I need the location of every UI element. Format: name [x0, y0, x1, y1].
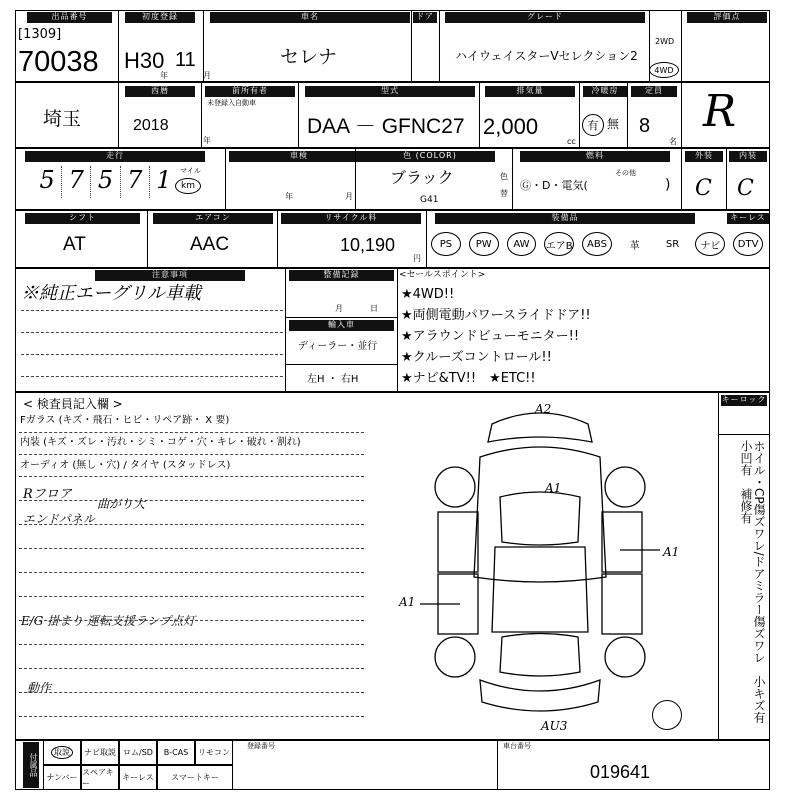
rating-score: R: [703, 86, 737, 137]
damage-a1-left: A1: [399, 595, 416, 609]
month-char: 月: [203, 71, 211, 80]
spare-tire-circle: [652, 700, 682, 730]
windshield-part: [500, 492, 580, 545]
recycle-fee: 10,190: [340, 235, 396, 255]
color-code: G41: [420, 195, 439, 205]
equipment-row: [427, 228, 767, 262]
import-header: 輸入車: [289, 320, 394, 331]
ac-no: 無: [607, 117, 620, 131]
sales-points: [401, 284, 721, 389]
lot-no-header: 出品番号: [27, 12, 112, 23]
exterior-score: C: [695, 176, 712, 201]
inspector-line: Fガラス (キズ・飛石・ヒビ・リペア跡・ X 要): [20, 415, 230, 426]
model-year-unit: 年: [203, 136, 211, 145]
wheel-rear-right: [605, 637, 645, 677]
drive-4wd-circled: 4WD: [649, 62, 679, 78]
vehicle-number: 019641: [590, 762, 651, 782]
seats: 8: [639, 115, 651, 137]
mileage-digit: 5: [33, 166, 62, 198]
drive-2wd: 2WD: [655, 37, 675, 46]
shift-header: シフト: [25, 213, 140, 224]
hand-note: エンドパネル: [23, 512, 95, 526]
equipment-item: ABS: [582, 232, 612, 256]
hand-note: E/G 掛まり 運転支援ランプ点灯: [21, 614, 196, 628]
model-code: DAA － GFNC27: [307, 115, 465, 138]
rating-header: 評価点: [687, 12, 767, 23]
equipment-item: SR: [665, 238, 680, 250]
prev-owner-header: 前所有者: [205, 86, 295, 97]
cc-unit: cc: [567, 137, 576, 146]
model-year: 2018: [133, 117, 169, 134]
equipment-item: エアB: [544, 232, 574, 256]
sales-point: ★4WD!!: [401, 287, 455, 302]
displacement-header: 排気量: [485, 86, 575, 97]
inspector-line: オーディオ (無し・穴) / タイヤ (スタッドレス): [20, 460, 231, 471]
keyless-header: キーレス: [727, 213, 769, 224]
prev-month: 月: [335, 304, 343, 313]
part-item: ナンバー: [43, 765, 81, 790]
seats-header: 定員: [631, 86, 677, 97]
left-front-door: [438, 512, 478, 572]
wheel-front-left: [435, 467, 475, 507]
reg-era: H30: [124, 48, 165, 73]
aircon-header: エアコン: [153, 213, 273, 224]
interior-header: 内装: [729, 151, 767, 162]
notes-handwritten: ※純正エーグリル車載: [21, 283, 201, 304]
hand-note: 曲がり大: [97, 497, 146, 511]
handle-side: 左H ・ 右H: [307, 374, 359, 385]
inspector-line: 内装 (キズ・ズレ・汚れ・シミ・コゲ・穴・キレ・破れ・割れ): [20, 437, 301, 448]
inspection-header: 車検: [229, 151, 369, 162]
fuel-options: Ⓖ・D・電気(: [520, 179, 588, 192]
reg-month: 11: [175, 49, 196, 71]
sales-header: <セールスポイント>: [399, 270, 486, 280]
lot-code: [1309]: [18, 27, 62, 42]
damage-au3: AU3: [541, 719, 568, 733]
wheel-rear-left: [435, 637, 475, 677]
yen-unit: 円: [413, 254, 421, 263]
equipment-item: AW: [507, 232, 537, 256]
equipment-item: 革: [629, 240, 640, 252]
fuel-header: 燃料: [520, 151, 670, 162]
car-name: セレナ: [280, 46, 338, 68]
part-item: スマートキー: [157, 765, 233, 790]
body-color: ブラック: [390, 168, 454, 187]
color-header: 色 (COLOR): [365, 151, 495, 162]
inspection-month: 月: [345, 192, 353, 201]
sales-point: ★クルーズコントロール!!: [401, 350, 552, 365]
lot-number: 70038: [18, 46, 99, 78]
fuel-close: ): [665, 177, 671, 193]
rear-window-part: [500, 634, 580, 677]
region: 埼玉: [43, 108, 82, 130]
car-damage-diagram: [420, 402, 660, 732]
exterior-header: 外装: [685, 151, 723, 162]
car-name-header: 車名: [210, 12, 410, 23]
right-front-door: [602, 512, 642, 572]
km-circled: km: [175, 178, 201, 194]
mileage-digit: 5: [91, 166, 120, 198]
mileage-digits: [33, 166, 178, 198]
notes-header: 注意事項: [95, 270, 245, 281]
sales-point: ★ナビ&TV!! ★ETC!!: [401, 371, 536, 386]
parts-grid: [43, 740, 233, 790]
damage-a2: A2: [535, 402, 552, 416]
auction-sheet: [15, 10, 770, 790]
damage-a1-roof: A1: [545, 481, 562, 495]
sales-point: ★アラウンドビューモニター!!: [401, 329, 580, 344]
doors-header: ドア: [413, 12, 437, 23]
year-char: 年: [160, 71, 168, 80]
wheel-front-right: [605, 467, 645, 507]
aircon: AAC: [190, 234, 230, 255]
model-year-header: 西暦: [125, 86, 195, 97]
inspection-year: 年: [285, 192, 293, 201]
reg-no-label: 登録番号: [247, 742, 275, 750]
equipment-header: 装備品: [435, 213, 695, 224]
equipment-item: DTV: [733, 232, 763, 256]
seat-unit: 名: [669, 137, 677, 146]
color-change-label-1: 色: [500, 172, 508, 181]
part-item: 取説: [51, 746, 73, 759]
recycle-header: リサイクル料: [281, 213, 421, 224]
fuel-other: その他: [615, 169, 636, 177]
inspector-header: < 検査員記入欄 >: [23, 397, 123, 411]
part-item: キーレス: [119, 765, 157, 790]
model-header: 型式: [305, 86, 475, 97]
keylock-header: キーロック: [721, 395, 767, 404]
grade: ハイウェイスターVセレクション2: [455, 49, 638, 63]
dealer-parallel: ディーラー・並行: [298, 341, 378, 352]
ac-yes-circled: 有: [582, 114, 604, 136]
color-change-label-2: 替: [500, 189, 508, 198]
equipment-item: ナビ: [695, 232, 725, 256]
mileage-header: 走行: [25, 151, 205, 162]
front-bumper-part: [488, 413, 592, 442]
part-item: ナビ取説: [81, 740, 119, 765]
part-item: リモコン: [195, 740, 233, 765]
part-item: ロム/SD: [119, 740, 157, 765]
displacement: 2,000: [483, 114, 539, 139]
equipment-item: PS: [431, 232, 461, 256]
hood-part: [474, 447, 606, 582]
hand-note: Rフロア: [23, 487, 72, 502]
rear-bumper-part: [480, 680, 600, 711]
part-item: スペアキー: [81, 765, 119, 790]
hand-note: 動作: [27, 681, 52, 695]
interior-score: C: [737, 176, 754, 201]
part-item: B-CAS: [157, 740, 195, 765]
prev-inspect-header: 整備記録: [289, 270, 394, 281]
unreg-note: 未登録入自動車: [207, 99, 256, 107]
prev-day: 日: [370, 304, 378, 313]
right-rear-door: [602, 574, 642, 634]
parts-label: 付属品: [23, 742, 39, 788]
sales-point: ★両側電動パワースライドドア!!: [401, 308, 591, 323]
equipment-item: PW: [469, 232, 499, 256]
damage-a1-right: A1: [663, 545, 680, 559]
ac-header: 冷暖房: [583, 86, 627, 97]
shift: AT: [63, 234, 86, 255]
first-reg-header: 初度登録: [125, 12, 195, 23]
mileage-digit: 7: [62, 166, 91, 198]
mile-unit: マイル: [180, 167, 201, 175]
mileage-digit: 1: [156, 166, 172, 194]
roof-part: [492, 547, 588, 632]
right-side-note: ホイル・CP傷ズワレ/ドアミラー傷ズワレ 小キズ有 小凹有 補修有: [739, 440, 766, 736]
grade-header: グレード: [445, 12, 645, 23]
mileage-digit: 7: [121, 166, 150, 198]
vehicle-no-label: 車台番号: [503, 742, 531, 750]
